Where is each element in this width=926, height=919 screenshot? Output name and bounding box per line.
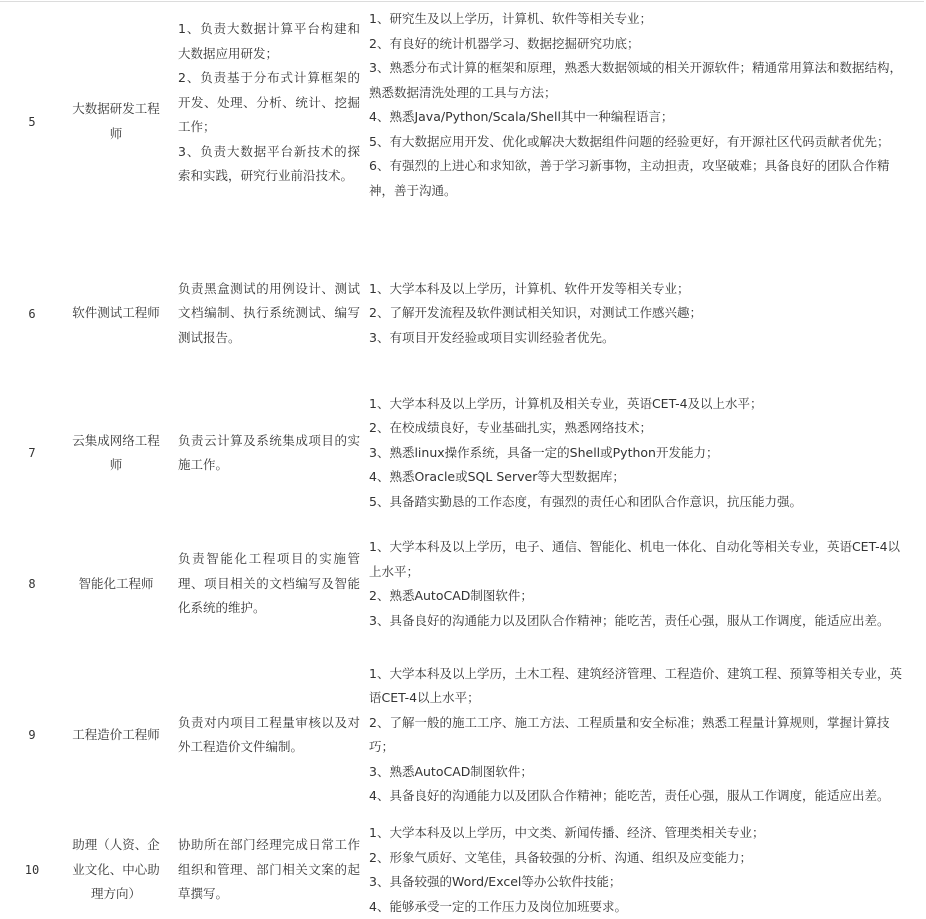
- table-row: [0, 649, 926, 821]
- job-title: 智能化工程师: [64, 519, 168, 649]
- duty-item: 负责云计算及系统集成项目的实施工作。: [178, 429, 360, 478]
- requirement-item: 2、熟悉AutoCAD制图软件；: [369, 584, 904, 609]
- requirement-item: 6、有强烈的上进心和求知欲，善于学习新事物，主动担责，攻坚破难；具备良好的团队合作精神，善于沟通。: [369, 154, 904, 203]
- duty-item: 3、负责大数据平台新技术的探索和实践，研究行业前沿技术。: [178, 140, 360, 189]
- job-title: 软件测试工程师: [64, 240, 168, 387]
- duty-item: 协助所在部门经理完成日常工作组织和管理、部门相关文案的起草撰写。: [178, 833, 360, 907]
- job-requirements: [364, 240, 926, 387]
- requirement-item: 1、大学本科及以上学历，计算机、软件开发等相关专业；: [369, 277, 904, 302]
- job-listing-table: [0, 3, 926, 919]
- job-requirements: [364, 821, 926, 919]
- job-title: 工程造价工程师: [64, 649, 168, 821]
- requirement-item: 3、具备较强的Word/Excel等办公软件技能；: [369, 870, 904, 895]
- duty-item: 负责智能化工程项目的实施管理、项目相关的文档编写及智能化系统的维护。: [178, 547, 360, 621]
- requirement-item: 3、有项目开发经验或项目实训经验者优先。: [369, 326, 904, 351]
- job-requirements: [364, 387, 926, 519]
- requirement-item: 1、大学本科及以上学历，电子、通信、智能化、机电一体化、自动化等相关专业，英语CET-4以上水平；: [369, 535, 904, 584]
- top-divider: [0, 1, 924, 2]
- requirement-item: 3、熟悉linux操作系统，具备一定的Shell或Python开发能力；: [369, 441, 904, 466]
- table-row: [0, 387, 926, 519]
- job-duties: [168, 519, 364, 649]
- row-number: 9: [0, 649, 64, 821]
- requirement-item: 4、具备良好的沟通能力以及团队合作精神；能吃苦，责任心强，服从工作调度，能适应出差。: [369, 784, 904, 809]
- job-title: 助理（人资、企业文化、中心助理方向）: [64, 821, 168, 919]
- row-number: 5: [0, 3, 64, 240]
- requirement-item: 1、研究生及以上学历，计算机、软件等相关专业；: [369, 7, 904, 32]
- job-duties: [168, 3, 364, 240]
- duty-item: 负责对内项目工程量审核以及对外工程造价文件编制。: [178, 711, 360, 760]
- job-requirements: [364, 519, 926, 649]
- requirement-item: 1、大学本科及以上学历，中文类、新闻传播、经济、管理类相关专业；: [369, 821, 904, 846]
- duty-item: 负责黑盒测试的用例设计、测试文档编制、执行系统测试、编写测试报告。: [178, 277, 360, 351]
- table-row: [0, 3, 926, 240]
- requirement-item: 4、熟悉Oracle或SQL Server等大型数据库；: [369, 465, 904, 490]
- row-number: 8: [0, 519, 64, 649]
- row-number: 6: [0, 240, 64, 387]
- requirement-item: 2、了解开发流程及软件测试相关知识，对测试工作感兴趣；: [369, 301, 904, 326]
- requirement-item: 2、了解一般的施工工序、施工方法、工程质量和安全标准；熟悉工程量计算规则，掌握计算技巧；: [369, 711, 904, 760]
- job-title: 云集成网络工程师: [64, 387, 168, 519]
- requirement-item: 3、熟悉AutoCAD制图软件；: [369, 760, 904, 785]
- job-duties: [168, 821, 364, 919]
- requirement-item: 3、熟悉分布式计算的框架和原理，熟悉大数据领域的相关开源软件；精通常用算法和数据结构，熟悉数据清洗处理的工具与方法；: [369, 56, 904, 105]
- row-number: 10: [0, 821, 64, 919]
- requirement-item: 4、能够承受一定的工作压力及岗位加班要求。: [369, 895, 904, 919]
- job-duties: [168, 387, 364, 519]
- job-duties: [168, 649, 364, 821]
- duty-item: 1、负责大数据计算平台构建和大数据应用研发；: [178, 17, 360, 66]
- row-number: 7: [0, 387, 64, 519]
- requirement-item: 4、熟悉Java/Python/Scala/Shell其中一种编程语言；: [369, 105, 904, 130]
- job-requirements: [364, 649, 926, 821]
- requirement-item: 2、形象气质好、文笔佳，具备较强的分析、沟通、组织及应变能力；: [369, 846, 904, 871]
- duty-item: 2、负责基于分布式计算框架的开发、处理、分析、统计、挖掘工作；: [178, 66, 360, 140]
- requirement-item: 3、具备良好的沟通能力以及团队合作精神；能吃苦，责任心强，服从工作调度，能适应出差。: [369, 609, 904, 634]
- requirement-item: 1、大学本科及以上学历，计算机及相关专业，英语CET-4及以上水平；: [369, 392, 904, 417]
- job-title: 大数据研发工程师: [64, 3, 168, 240]
- requirement-item: 5、有大数据应用开发、优化或解决大数据组件问题的经验更好，有开源社区代码贡献者优先；: [369, 130, 904, 155]
- table-row: [0, 519, 926, 649]
- requirement-item: 5、具备踏实勤恳的工作态度，有强烈的责任心和团队合作意识，抗压能力强。: [369, 490, 904, 515]
- job-duties: [168, 240, 364, 387]
- requirement-item: 1、大学本科及以上学历，土木工程、建筑经济管理、工程造价、建筑工程、预算等相关专业，英语CET-4以上水平；: [369, 662, 904, 711]
- table-row: [0, 240, 926, 387]
- requirement-item: 2、在校成绩良好，专业基础扎实，熟悉网络技术；: [369, 416, 904, 441]
- table-row: [0, 821, 926, 919]
- requirement-item: 2、有良好的统计机器学习、数据挖掘研究功底；: [369, 32, 904, 57]
- job-requirements: [364, 3, 926, 240]
